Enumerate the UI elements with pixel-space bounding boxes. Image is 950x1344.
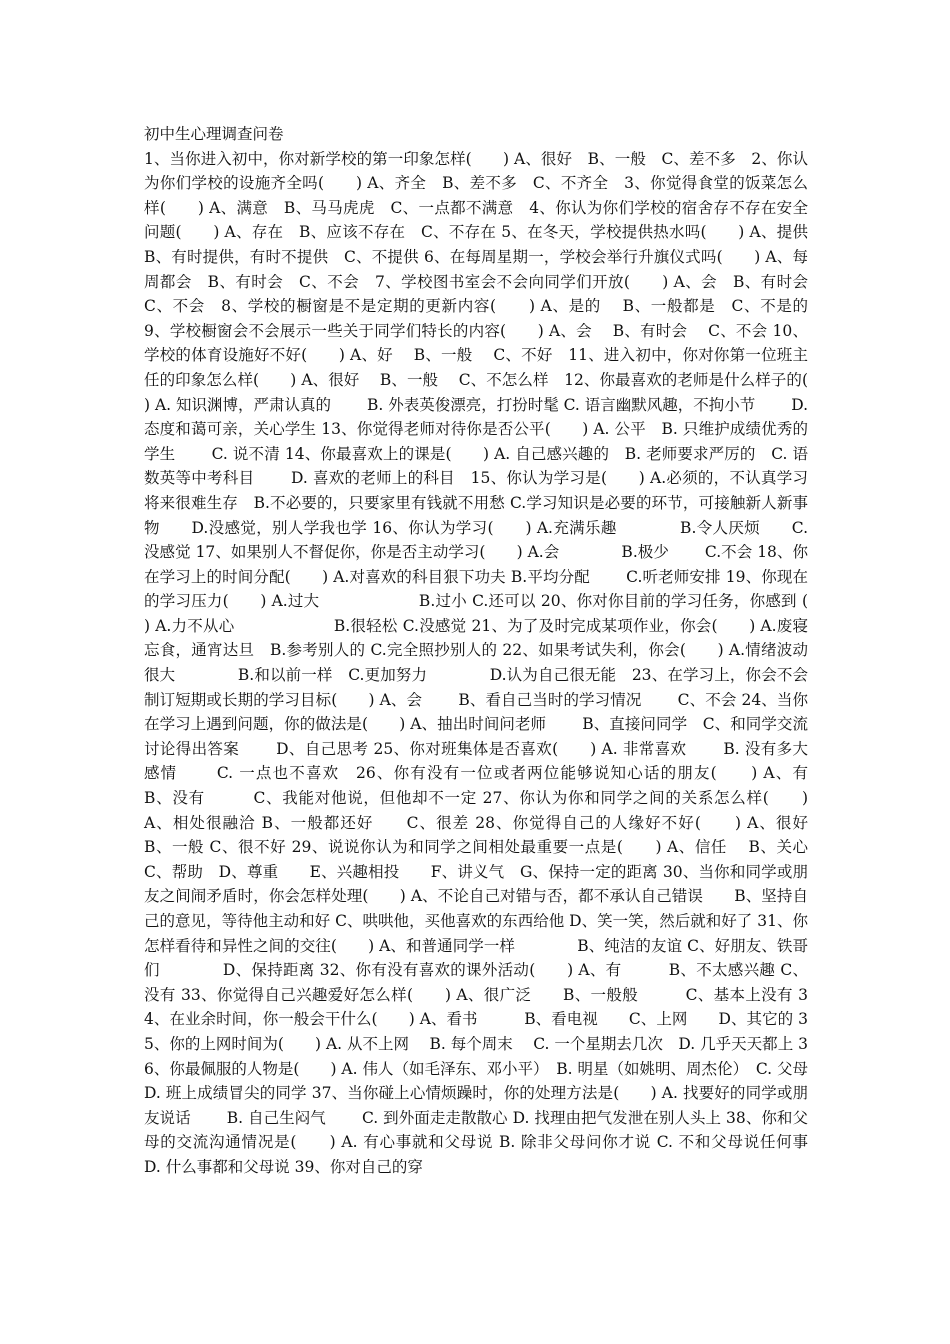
document-page — [144, 122, 917, 1180]
document-title: 初中生心理调查问卷 — [144, 125, 284, 143]
questionnaire-body: 1、当你进入初中，你对新学校的第一印象怎样( ) A、很好 B、一般 C、差不多 2、你认为你们学校的设施齐全吗( ) A、齐全 B、差不多 C、不齐全 3、你觉得食堂的饭菜怎么样( ) A、满意 B、马马虎虎 C、一点都不满意 4、你认为你们学校的宿舍存不存在安全问题( ) A、存在 B、应该不存在 C、不存在 5、在冬天，学校提供热水吗( ) A、提供 B、有时提供，有时不提供 C、不提供 6、在每周星期一，学校会举行升旗仪式吗( ) A、每周都会 B、有时会 C、不会 7、学校图书室会不会向同学们开放( ) A、会 B、有时会 C、不会 8、学校的橱窗是不是定期的更新内容( ) A、是的 B、一般都是 C、不是的 9、学校橱窗会不会展示一些关于同学们特长的内容( ) A、会 B、有时会 C、不会 10、学校的体育设施好不好( ) A、好 B、一般 C、不好 11、进入初中，你对你第一位班主任的印象怎么样( ) A、很好 B、一般 C、不怎么样 12、你最喜欢的老师是什么样子的( ) A. 知识渊博，严肃认真的 B. 外表英俊漂亮，打扮时髦 C. 语言幽默风趣，不拘小节 D. 态度和蔼可亲，关心学生 13、你觉得老师对待你是否公平( ) A. 公平 B. 只维护成绩优秀的学生 C. 说不清 14、你最喜欢上的课是( ) A. 自己感兴趣的 B. 老师要求严厉的 C. 语数英等中考科目 D. 喜欢的老师上的科目 15、你认为学习是( ) A.必须的，不认真学习将来很难生存 B.不必要的，只要家里有钱就不用愁 C.学习知识是必要的环节，可接触新人新事物 D.没感觉，别人学我也学 16、你认为学习( ) A.充满乐趣 B.令人厌烦 C.没感觉 17、如果别人不督促你，你是否主动学习( ) A.会 B.极少 C.不会 18、你在学习上的时间分配( ) A.对喜欢的科目狠下功夫 B.平均分配 C.听老师安排 19、你现在的学习压力( ) A.过大 B.过小 C.还可以 20、你对你目前的学习任务，你感到 ( ) A.力不从心 B.很轻松 C.没感觉 21、为了及时完成某项作业，你会( ) A.废寝忘食，通宵达旦 B.参考别人的 C.完全照抄别人的 22、如果考试失利，你会( ) A.情绪波动很大 B.和以前一样 C.更加努力 D.认为自己很无能 23、在学习上，你会不会制订短期或长期的学习目标( ) A、会 B、看自己当时的学习情况 C、不会 24、当你在学习上遇到问题，你的做法是( ) A、抽出时间问老师 B、直接问同学 C、和同学交流讨论得出答案 D、自己思考 25、你对班集体是否喜欢( ) A. 非常喜欢 B. 没有多大感情 C. 一点也不喜欢 26、你有没有一位或者两位能够说知心话的朋友( ) A、有 B、没有 C、我能对他说，但他却不一定 27、你认为你和同学之间的关系怎么样( ) A、相处很融洽 B、一般都还好 C、很差 28、你觉得自己的人缘好不好( ) A、很好 B、一般 C、很不好 29、说说你认为和同学之间相处最重要一点是( ) A、信任 B、关心 C、帮助 D、尊重 E、兴趣相投 F、讲义气 G、保持一定的距离 30、当你和同学或朋友之间闹矛盾时，你会怎样处理( ) A、不论自己对错与否，都不承认自己错误 B、坚持自己的意见，等待他主动和好 C、哄哄他，买他喜欢的东西给他 D、笑一笑，然后就和好了 31、你怎样看待和异性之间的交往( ) A、和普通同学一样 B、纯洁的友谊 C、好朋友、铁哥们 D、保持距离 32、你有没有喜欢的课外活动( ) A、有 B、不太感兴趣 C、没有 33、你觉得自己兴趣爱好怎么样( ) A、很广泛 B、一般般 C、基本上没有 34、在业余时间，你一般会干什么( ) A、看书 B、看电视 C、上网 D、其它的 35、你的上网时间为( ) A. 从不上网 B. 每个周末 C. 一个星期去几次 D. 几乎天天都上 36、你最佩服的人物是( ) A. 伟人（如毛泽东、邓小平） B. 明星（如姚明、周杰伦） C. 父母 D. 班上成绩冒尖的同学 37、当你碰上心情烦躁时，你的处理方法是( ) A. 找要好的同学或朋友说话 B. 自己生闷气 C. 到外面走走散散心 D. 找理由把气发泄在别人头上 38、你和父母的交流沟通情况是( ) A. 有心事就和父母说 B. 除非父母问你才说 C. 不和父母说任何事 D. 什么事都和父母说 39、你对自己的穿 — [144, 149, 917, 1176]
